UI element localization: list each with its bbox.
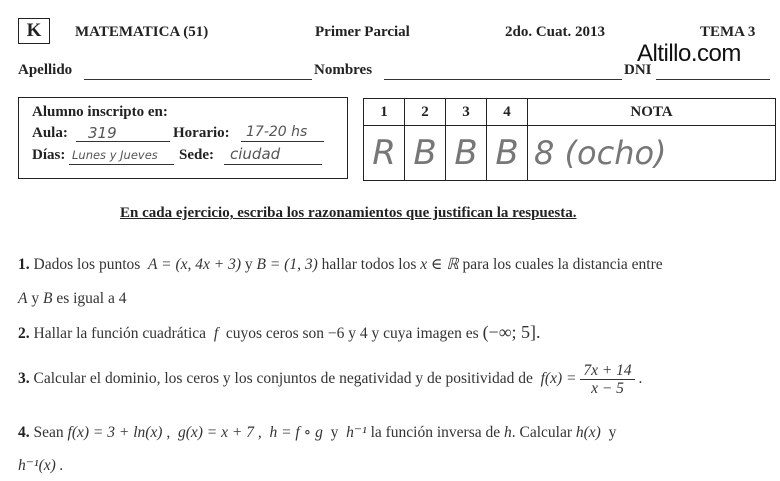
exercise-4-h-def: h = f ∘ g (269, 424, 323, 441)
exercise-1-text: Dados los puntos (33, 256, 141, 273)
sede-label: Sede: (179, 147, 214, 163)
exercise-4-and: y (330, 424, 339, 441)
exercise-1-line-1 (18, 255, 663, 274)
aula-value: 319 (88, 124, 117, 142)
grade-header-2: 2 (405, 99, 446, 126)
exercise-1-x-real: x ∈ ℝ (420, 256, 459, 273)
grade-value-nota: 8 (ocho) (528, 126, 776, 181)
dias-value: Lunes y Jueves (72, 148, 158, 162)
apellido-label: Apellido (18, 62, 73, 78)
nombres-field[interactable] (384, 79, 622, 80)
exercise-1-line-2 (18, 290, 126, 308)
horario-label: Horario: (173, 125, 230, 141)
nombres-label: Nombres (314, 62, 373, 78)
term: 2do. Cuat. 2013 (505, 24, 606, 40)
exercise-4-h-inverse-x: h⁻¹(x) . (18, 457, 64, 474)
exercise-3-numerator: 7x + 14 (580, 362, 634, 380)
dias-line (69, 164, 174, 165)
exercise-2-image-interval: (−∞; 5]. (482, 322, 541, 342)
sede-value: ciudad (230, 145, 281, 163)
exercise-4-line-2 (18, 456, 64, 475)
exercise-3-fraction (580, 362, 634, 397)
exercise-4-text-3: . Calcular (511, 424, 573, 441)
exercise-1-point-b: B = (1, 3) (256, 256, 318, 273)
exercise-2-text-2: cuyos ceros son −6 y 4 y cuya imagen es (225, 325, 479, 342)
grade-header-nota: NOTA (528, 99, 776, 126)
grade-value-1: R (364, 126, 405, 181)
aula-label: Aula: (32, 125, 68, 141)
exercise-1-b: B (42, 290, 53, 307)
exercise-3-number: 3. (18, 370, 30, 388)
exercise-1-and: y (244, 256, 253, 273)
exercise-1-a: A (18, 290, 28, 307)
grade-value-3: B (446, 126, 487, 181)
exercise-4-text-2: la función inversa de (370, 424, 501, 441)
horario-value: 17-20 hs (246, 124, 308, 140)
tema-letter-box: K (18, 18, 50, 44)
exercise-4-and-2: y (608, 424, 617, 441)
grade-value-2: B (405, 126, 446, 181)
grade-header-4: 4 (487, 99, 528, 126)
exercise-2-f: f (213, 325, 219, 342)
instruction-text: En cada ejercicio, escriba los razonamientos que justifican la respuesta. (120, 205, 577, 221)
dias-label: Días: (32, 147, 66, 163)
grades-table (363, 98, 776, 181)
watermark-logo: Altillo.com (637, 40, 741, 67)
grade-header-1: 1 (364, 99, 405, 126)
exercise-3 (18, 362, 642, 397)
exercise-1-point-a: A = (x, 4x + 3) (148, 256, 241, 273)
grade-header-3: 3 (446, 99, 487, 126)
enrollment-title: Alumno inscripto en: (32, 104, 168, 120)
exercise-4-hx: h(x) (575, 424, 601, 441)
exercise-2-text: Hallar la función cuadrática (33, 325, 207, 342)
exercise-4-h: h (504, 424, 512, 441)
exercise-3-f: f(x) = (540, 370, 577, 388)
exercise-1-text-4: es igual a 4 (56, 290, 127, 307)
exercise-4-number: 4. (18, 424, 30, 441)
exercise-3-denominator: x − 5 (591, 380, 624, 398)
dni-label: DNI (624, 62, 652, 78)
exercise-4-line-1 (18, 423, 616, 442)
course-title: MATEMATICA (51) (75, 24, 209, 40)
exercise-4-text: Sean (33, 424, 64, 441)
exercise-4-f-def: f(x) = 3 + ln(x) , (67, 424, 171, 441)
exercise-4-h-inverse: h⁻¹ (346, 424, 367, 441)
exercise-1-number: 1. (18, 256, 30, 273)
apellido-field[interactable] (84, 79, 312, 80)
exercise-2 (18, 322, 541, 343)
tema-number: TEMA 3 (700, 24, 756, 40)
horario-line (241, 141, 324, 142)
exercise-1-and-2: y (31, 290, 40, 307)
exercise-4-g-def: g(x) = x + 7 , (177, 424, 262, 441)
exercise-1-text-3: para los cuales la distancia entre (462, 256, 663, 273)
exam-name: Primer Parcial (315, 24, 410, 40)
dni-field[interactable] (656, 79, 770, 80)
exercise-3-end: . (638, 370, 643, 388)
exercise-1-text-2: hallar todos los (321, 256, 417, 273)
sede-line (224, 164, 322, 165)
exercise-3-text: Calcular el dominio, los ceros y los conjuntos de negatividad y de positividad de (33, 370, 533, 388)
grade-value-4: B (487, 126, 528, 181)
exercise-2-number: 2. (18, 325, 30, 342)
